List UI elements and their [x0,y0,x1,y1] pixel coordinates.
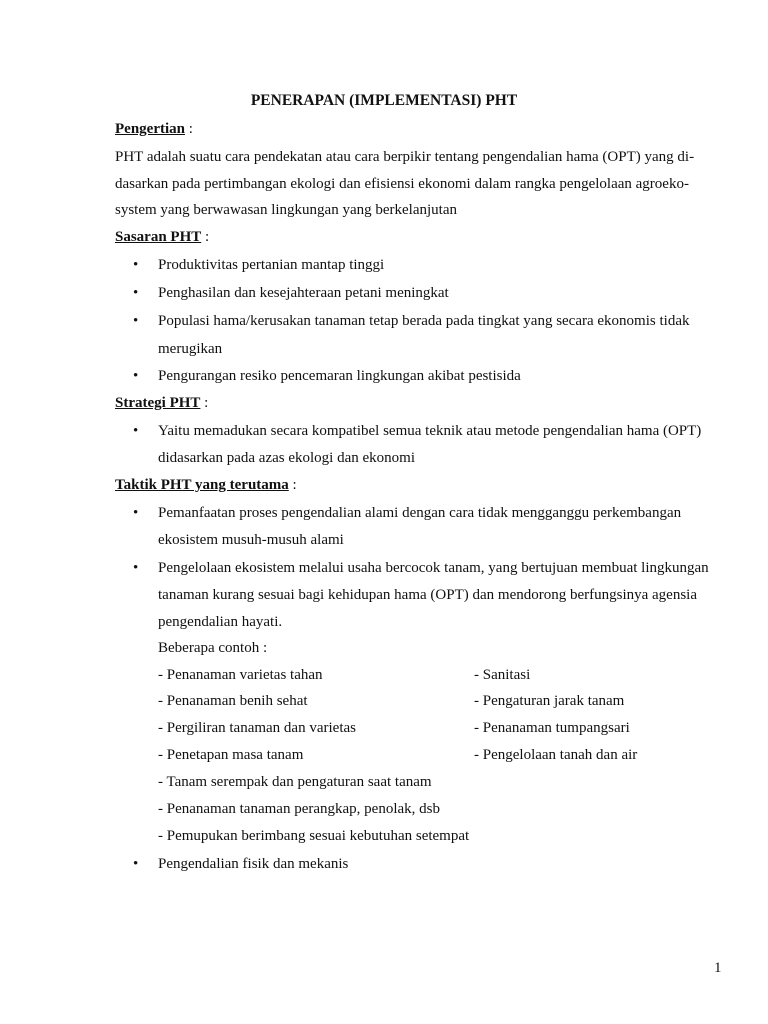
example-left-3: - Pergiliran tanaman dan varietas [158,720,356,736]
example-right-3: - Penanaman tumpangsari [474,720,630,736]
strategi-heading-line [115,395,208,412]
taktik-colon: : [288,477,297,493]
bullet-icon: • [133,313,139,329]
sasaran-heading: Sasaran PHT [115,229,202,245]
pengertian-line-1: PHT adalah suatu cara pendekatan atau cara berpikir tentang pengendalian hama (OPT) yang di- [115,149,695,165]
sasaran-colon: : [201,229,210,245]
taktik-heading-line [115,477,297,494]
sasaran-item-4: Pengurangan resiko pencemaran lingkungan akibat pestisida [158,368,521,384]
bullet-icon: • [133,856,139,872]
taktik-item-3: Pengendalian fisik dan mekanis [158,856,349,872]
taktik-item-2: Pengelolaan ekosistem melalui usaha bercocok tanam, yang bertujuan membuat lingkungan [158,560,709,576]
page-title: PENERAPAN (IMPLEMENTASI) PHT [250,92,518,109]
pengertian-heading: Pengertian [115,121,185,137]
sasaran-item-2: Penghasilan dan kesejahteraan petani meningkat [158,285,449,301]
pengertian-line-3: system yang berwawasan lingkungan yang berkelanjutan [115,202,457,218]
strategi-colon: : [200,395,209,411]
example-left-2: - Penanaman benih sehat [158,693,308,709]
page-number: 1 [714,960,722,976]
taktik-item-1-cont: ekosistem musuh-musuh alami [158,532,344,548]
example-right-1: - Sanitasi [474,667,531,683]
example-left-7: - Pemupukan berimbang sesuai kebutuhan setempat [158,828,470,844]
pengertian-heading-line [115,121,193,138]
sasaran-heading-line [115,229,209,246]
pengertian-line-2: dasarkan pada pertimbangan ekologi dan efisiensi ekonomi dalam rangka pengelolaan agroeko- [115,176,689,192]
example-left-5: - Tanam serempak dan pengaturan saat tanam [158,774,432,790]
examples-label: Beberapa contoh : [158,640,268,656]
taktik-item-1: Pemanfaatan proses pengendalian alami dengan cara tidak mengganggu perkembangan [158,505,682,521]
sasaran-item-3: Populasi hama/kerusakan tanaman tetap berada pada tingkat yang secara ekonomis tidak [158,313,690,329]
pengertian-colon: : [184,121,193,137]
taktik-item-2-cont-2: pengendalian hayati. [158,614,283,630]
strategi-item-1-cont: didasarkan pada azas ekologi dan ekonomi [158,450,415,466]
example-left-4: - Penetapan masa tanam [158,747,304,763]
bullet-icon: • [133,285,139,301]
taktik-heading: Taktik PHT yang terutama [115,477,289,493]
strategi-heading: Strategi PHT [115,395,201,411]
example-right-2: - Pengaturan jarak tanam [474,693,625,709]
bullet-icon: • [133,560,139,576]
example-left-1: - Penanaman varietas tahan [158,667,323,683]
strategi-item-1: Yaitu memadukan secara kompatibel semua teknik atau metode pengendalian hama (OPT) [158,423,702,439]
example-right-4: - Pengelolaan tanah dan air [474,747,638,763]
bullet-icon: • [133,423,139,439]
bullet-icon: • [133,368,139,384]
bullet-icon: • [133,257,139,273]
sasaran-item-1: Produktivitas pertanian mantap tinggi [158,257,385,273]
taktik-item-2-cont-1: tanaman kurang sesuai bagi kehidupan hama (OPT) dan mendorong berfungsinya agensia [158,587,698,603]
example-left-6: - Penanaman tanaman perangkap, penolak, dsb [158,801,440,817]
bullet-icon: • [133,505,139,521]
sasaran-item-3-cont: merugikan [158,341,223,357]
